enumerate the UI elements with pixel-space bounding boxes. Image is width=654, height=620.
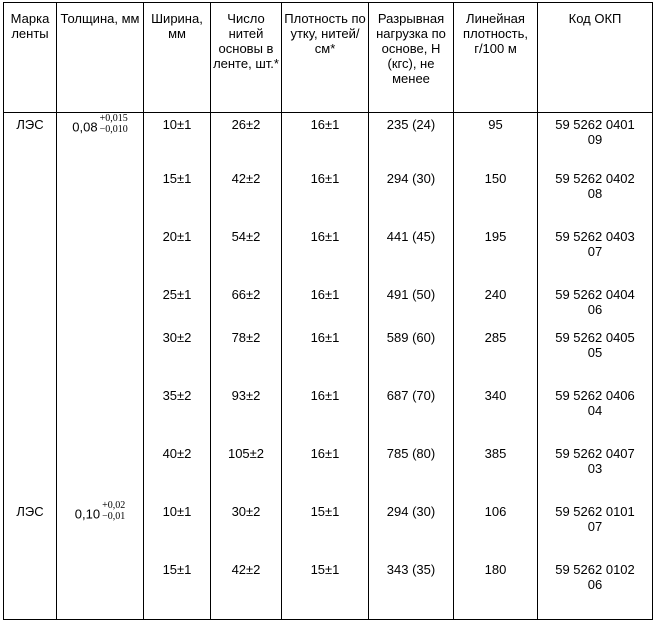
header-weft-density: Плотность по утку, нитей/см* bbox=[282, 3, 369, 113]
header-thickness: Толщина, мм bbox=[57, 3, 144, 113]
cell-okp-code bbox=[538, 171, 653, 229]
cell-okp-code bbox=[538, 287, 653, 330]
okp-code-main: 59 5262 0102 bbox=[555, 561, 635, 577]
okp-code-suffix: 04 bbox=[587, 402, 603, 418]
cell-width: 10±1 bbox=[144, 113, 211, 171]
table-row bbox=[4, 171, 653, 229]
cell-breaking-load: 441 (45) bbox=[369, 229, 454, 287]
cell-linear-density: 150 bbox=[454, 171, 538, 229]
cell-thickness bbox=[57, 330, 144, 388]
okp-code-main: 59 5262 0401 bbox=[555, 117, 635, 132]
table-row bbox=[4, 330, 653, 388]
okp-code-suffix: 08 bbox=[587, 185, 603, 201]
table-row bbox=[4, 446, 653, 504]
cell-threads: 54±2 bbox=[211, 229, 282, 287]
cell-weft-density: 16±1 bbox=[282, 446, 369, 504]
cell-brand bbox=[4, 330, 57, 388]
cell-thickness bbox=[57, 562, 144, 620]
okp-code-main: 59 5262 0407 bbox=[555, 445, 635, 461]
cell-width: 40±2 bbox=[144, 446, 211, 504]
cell-okp-code bbox=[538, 388, 653, 446]
cell-thickness bbox=[57, 113, 144, 171]
cell-linear-density: 240 bbox=[454, 287, 538, 330]
cell-okp-code bbox=[538, 504, 653, 562]
cell-width: 15±1 bbox=[144, 562, 211, 620]
cell-threads: 78±2 bbox=[211, 330, 282, 388]
cell-okp-code bbox=[538, 446, 653, 504]
okp-code-suffix: 06 bbox=[587, 576, 603, 592]
header-okp-code: Код ОКП bbox=[538, 3, 653, 113]
cell-brand: ЛЭС bbox=[4, 113, 57, 171]
cell-weft-density: 16±1 bbox=[282, 113, 369, 171]
cell-weft-density: 16±1 bbox=[282, 287, 369, 330]
table-row bbox=[4, 562, 653, 620]
okp-code-main: 59 5262 0402 bbox=[555, 170, 635, 186]
tolerance bbox=[102, 500, 125, 522]
cell-thickness bbox=[57, 446, 144, 504]
okp-code-main: 59 5262 0405 bbox=[555, 329, 635, 345]
thickness-value: 0,08 bbox=[72, 119, 98, 135]
okp-code-suffix: 07 bbox=[587, 518, 603, 534]
cell-threads: 42±2 bbox=[211, 171, 282, 229]
cell-breaking-load: 294 (30) bbox=[369, 171, 454, 229]
cell-breaking-load: 491 (50) bbox=[369, 287, 454, 330]
cell-okp-code bbox=[538, 113, 653, 171]
cell-breaking-load: 294 (30) bbox=[369, 504, 454, 562]
cell-brand: ЛЭС bbox=[4, 504, 57, 562]
okp-code-suffix: 05 bbox=[587, 344, 603, 360]
cell-brand bbox=[4, 446, 57, 504]
okp-code-main: 59 5262 0101 bbox=[555, 503, 635, 519]
tolerance bbox=[100, 113, 128, 135]
cell-thickness bbox=[57, 388, 144, 446]
cell-okp-code bbox=[538, 330, 653, 388]
tolerance-minus: −0,010 bbox=[99, 124, 128, 135]
okp-code-suffix: 09 bbox=[587, 132, 603, 147]
cell-threads: 42±2 bbox=[211, 562, 282, 620]
table-row bbox=[4, 388, 653, 446]
tolerance-minus: −0,01 bbox=[102, 510, 126, 522]
cell-weft-density: 16±1 bbox=[282, 229, 369, 287]
cell-linear-density: 106 bbox=[454, 504, 538, 562]
cell-breaking-load: 687 (70) bbox=[369, 388, 454, 446]
cell-thickness bbox=[57, 499, 144, 562]
table-row bbox=[4, 113, 653, 171]
cell-weft-density: 15±1 bbox=[282, 562, 369, 620]
okp-code-suffix: 03 bbox=[587, 460, 603, 476]
cell-weft-density: 16±1 bbox=[282, 171, 369, 229]
okp-code-suffix: 07 bbox=[587, 243, 603, 259]
cell-width: 25±1 bbox=[144, 287, 211, 330]
cell-weft-density: 16±1 bbox=[282, 388, 369, 446]
cell-width: 10±1 bbox=[144, 504, 211, 562]
cell-brand bbox=[4, 562, 57, 620]
okp-code-main: 59 5262 0404 bbox=[555, 286, 635, 302]
cell-threads: 26±2 bbox=[211, 113, 282, 171]
cell-linear-density: 340 bbox=[454, 388, 538, 446]
cell-thickness bbox=[57, 229, 144, 287]
cell-threads: 93±2 bbox=[211, 388, 282, 446]
cell-breaking-load: 785 (80) bbox=[369, 446, 454, 504]
cell-thickness bbox=[57, 171, 144, 229]
header-threads: Число нитей основы в ленте, шт.* bbox=[211, 3, 282, 113]
cell-brand bbox=[4, 287, 57, 330]
cell-width: 15±1 bbox=[144, 171, 211, 229]
header-row bbox=[4, 3, 653, 113]
cell-brand bbox=[4, 229, 57, 287]
table-row bbox=[4, 504, 653, 562]
okp-code-suffix: 06 bbox=[587, 301, 603, 317]
cell-linear-density: 195 bbox=[454, 229, 538, 287]
cell-weft-density: 16±1 bbox=[282, 330, 369, 388]
thickness-value: 0,10 bbox=[74, 505, 101, 521]
cell-breaking-load: 589 (60) bbox=[369, 330, 454, 388]
cell-weft-density: 15±1 bbox=[282, 504, 369, 562]
cell-okp-code bbox=[538, 229, 653, 287]
cell-okp-code bbox=[538, 562, 653, 620]
cell-width: 30±2 bbox=[144, 330, 211, 388]
cell-breaking-load: 343 (35) bbox=[369, 562, 454, 620]
cell-linear-density: 385 bbox=[454, 446, 538, 504]
cell-width: 20±1 bbox=[144, 229, 211, 287]
cell-linear-density: 285 bbox=[454, 330, 538, 388]
header-brand: Марка ленты bbox=[4, 3, 57, 113]
cell-brand bbox=[4, 388, 57, 446]
cell-brand bbox=[4, 171, 57, 229]
table-row bbox=[4, 229, 653, 287]
okp-code-main: 59 5262 0403 bbox=[555, 228, 635, 244]
tolerance-plus: +0,02 bbox=[102, 499, 126, 511]
cell-linear-density: 95 bbox=[454, 113, 538, 171]
table-row bbox=[4, 287, 653, 330]
cell-linear-density: 180 bbox=[454, 562, 538, 620]
cell-threads: 66±2 bbox=[211, 287, 282, 330]
tolerance-plus: +0,015 bbox=[99, 113, 128, 124]
cell-threads: 105±2 bbox=[211, 446, 282, 504]
header-linear-density: Линейная плотность, г/100 м bbox=[454, 3, 538, 113]
cell-thickness bbox=[57, 287, 144, 330]
cell-width: 35±2 bbox=[144, 388, 211, 446]
cell-threads: 30±2 bbox=[211, 504, 282, 562]
spec-table bbox=[3, 2, 653, 620]
header-breaking-load: Разрывная нагрузка по основе, Н (кгс), не менее bbox=[369, 3, 454, 113]
okp-code-main: 59 5262 0406 bbox=[555, 387, 635, 403]
header-width: Ширина, мм bbox=[144, 3, 211, 113]
cell-breaking-load: 235 (24) bbox=[369, 113, 454, 171]
